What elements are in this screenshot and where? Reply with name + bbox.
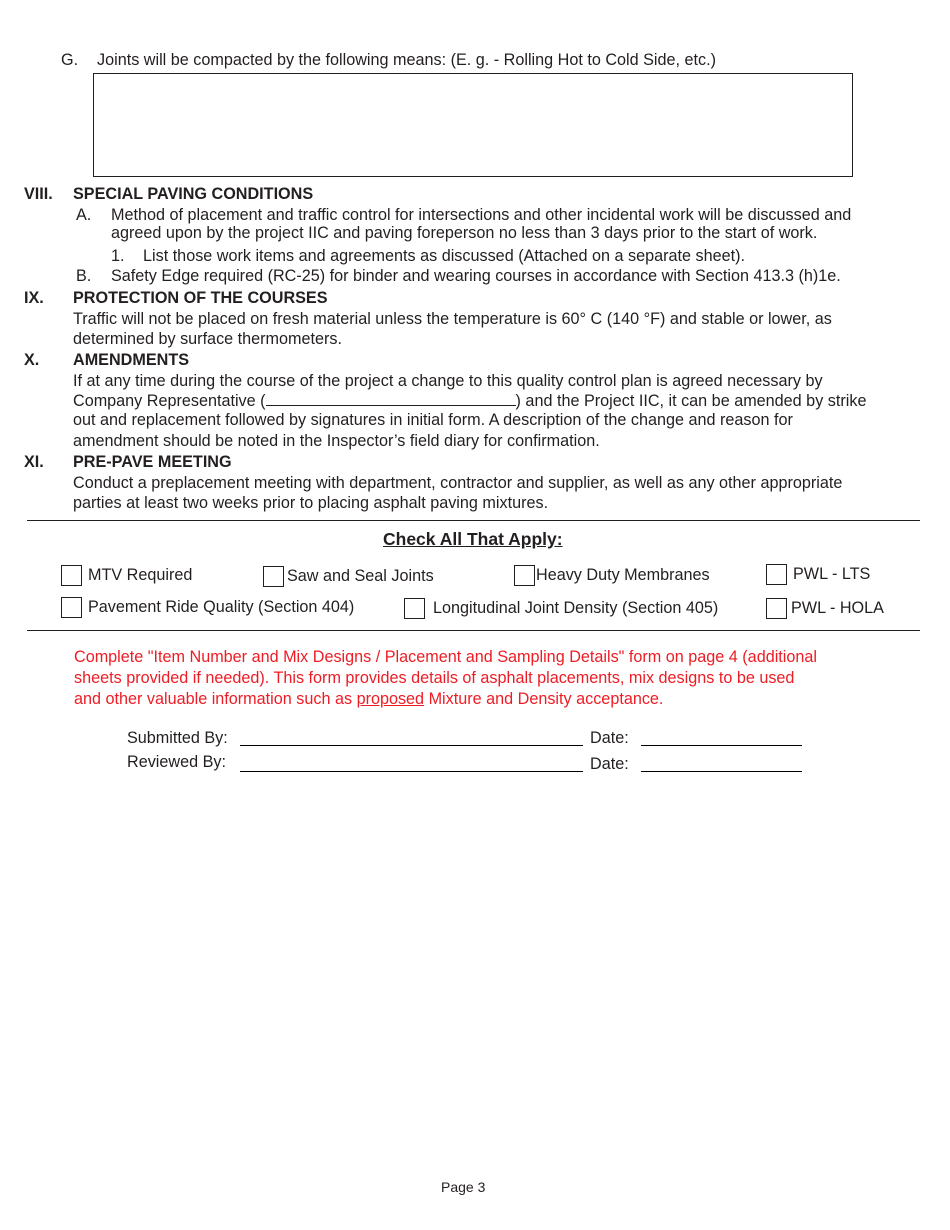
section-x-number: X.	[24, 351, 40, 369]
pwl-lts-label: PWL - LTS	[793, 565, 871, 583]
item-g-text: Joints will be compacted by the following means: (E. g. - Rolling Hot to Cold Side, etc.)	[97, 51, 717, 69]
submitted-date-line[interactable]	[641, 745, 802, 746]
section-viii-title: SPECIAL PAVING CONDITIONS	[73, 185, 314, 203]
checklist-top-divider	[27, 520, 920, 521]
reviewed-date-line[interactable]	[641, 771, 802, 772]
section-x-line3: out and replacement followed by signatures in initial form. A description of the change and reason for	[73, 411, 793, 429]
page-number: Page 3	[441, 1179, 486, 1195]
section-xi-line1: Conduct a preplacement meeting with department, contractor and supplier, as well as any other appropriate	[73, 474, 843, 492]
item-a-line1: Method of placement and traffic control for intersections and other incidental work will be discussed and	[111, 206, 852, 224]
section-viii-number: VIII.	[24, 185, 53, 203]
item-a1-number: 1.	[111, 247, 125, 265]
item-g-letter: G.	[61, 51, 79, 69]
item-a-letter: A.	[76, 206, 92, 224]
heavy-duty-membranes-label: Heavy Duty Membranes	[536, 566, 710, 584]
reviewed-date-label: Date:	[590, 755, 629, 773]
notice-line1: Complete "Item Number and Mix Designs / Placement and Sampling Details" form on page 4 (additional	[74, 648, 817, 666]
submitted-by-label: Submitted By:	[127, 729, 228, 747]
section-xi-line2: parties at least two weeks prior to placing asphalt paving mixtures.	[73, 494, 549, 512]
notice-line3-post: Mixture and Density acceptance.	[424, 690, 664, 708]
submitted-by-line[interactable]	[240, 745, 583, 746]
submitted-date-label: Date:	[590, 729, 629, 747]
saw-seal-joints-checkbox[interactable]	[263, 566, 284, 587]
section-x-line1: If at any time during the course of the project a change to this quality control plan is agreed necessary by	[73, 372, 823, 390]
section-xi-title: PRE-PAVE MEETING	[73, 453, 232, 471]
pavement-ride-quality-checkbox[interactable]	[61, 597, 82, 618]
section-x-line2-post: ) and the Project IIC, it can be amended by strike	[515, 392, 867, 410]
pwl-lts-checkbox[interactable]	[766, 564, 787, 585]
reviewed-by-label: Reviewed By:	[127, 753, 226, 771]
section-xi-number: XI.	[24, 453, 44, 471]
item-b-text: Safety Edge required (RC-25) for binder and wearing courses in accordance with Section 413.3 (h)1e.	[111, 267, 841, 285]
joint-compaction-textbox[interactable]	[93, 73, 853, 177]
notice-line3-pre: and other valuable information such as	[74, 690, 357, 708]
checklist-title: Check All That Apply:	[383, 529, 563, 549]
pwl-hola-checkbox[interactable]	[766, 598, 787, 619]
heavy-duty-membranes-checkbox[interactable]	[514, 565, 535, 586]
saw-seal-joints-label: Saw and Seal Joints	[287, 567, 434, 585]
section-x-line2	[73, 391, 866, 411]
notice-line3	[74, 690, 663, 709]
notice-proposed-underlined: proposed	[356, 690, 425, 708]
section-x-title: AMENDMENTS	[73, 351, 190, 369]
section-ix-line2: determined by surface thermometers.	[73, 330, 343, 348]
pavement-ride-quality-label: Pavement Ride Quality (Section 404)	[88, 598, 355, 616]
mtv-required-checkbox[interactable]	[61, 565, 82, 586]
company-rep-blank[interactable]	[266, 391, 516, 406]
notice-line2: sheets provided if needed). This form provides details of asphalt placements, mix designs to be used	[74, 669, 795, 687]
longitudinal-joint-density-label: Longitudinal Joint Density (Section 405)	[433, 599, 719, 617]
mtv-required-label: MTV Required	[88, 566, 193, 584]
section-ix-title: PROTECTION OF THE COURSES	[73, 289, 328, 307]
item-b-letter: B.	[76, 267, 92, 285]
item-a-line2: agreed upon by the project IIC and paving foreperson no less than 3 days prior to the start of work.	[111, 224, 818, 242]
section-x-line4: amendment should be noted in the Inspector’s field diary for confirmation.	[73, 432, 600, 450]
checklist-bottom-divider	[27, 630, 920, 631]
section-x-line2-pre: Company Representative (	[73, 392, 266, 410]
item-a1-text: List those work items and agreements as discussed (Attached on a separate sheet).	[143, 247, 745, 265]
section-ix-number: IX.	[24, 289, 44, 307]
section-ix-line1: Traffic will not be placed on fresh material unless the temperature is 60° C (140 °F) and stable or lower, as	[73, 310, 832, 328]
reviewed-by-line[interactable]	[240, 771, 583, 772]
longitudinal-joint-density-checkbox[interactable]	[404, 598, 425, 619]
pwl-hola-label: PWL - HOLA	[791, 599, 884, 617]
